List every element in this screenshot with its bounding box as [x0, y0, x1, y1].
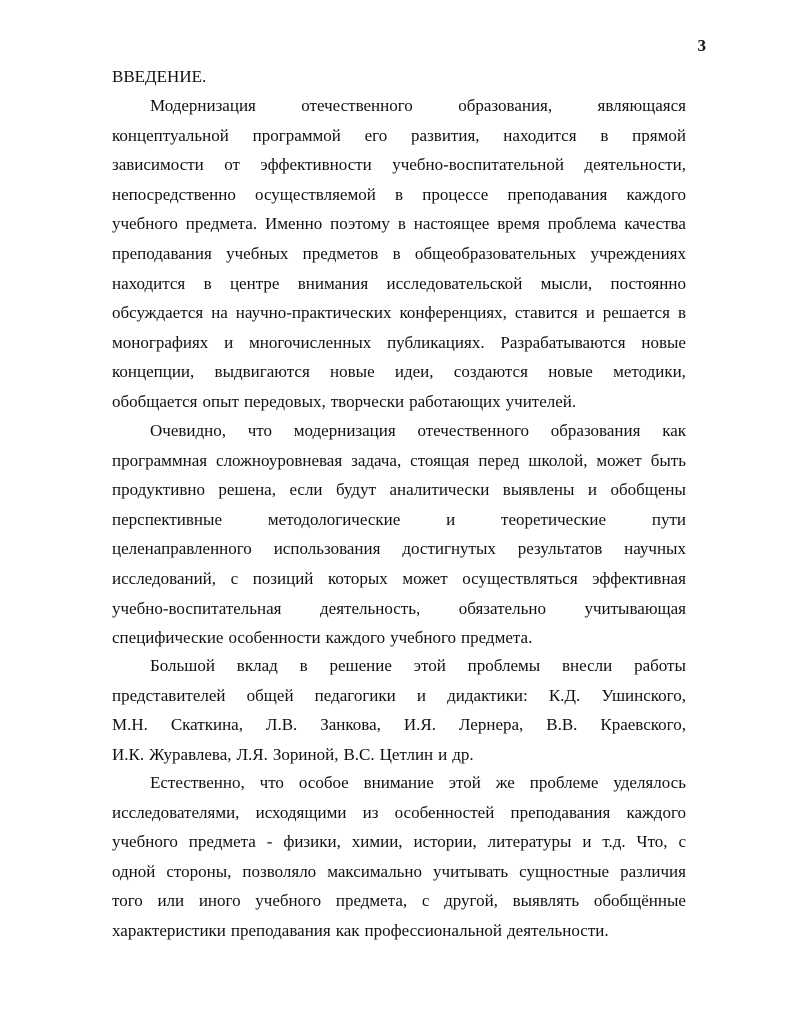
word: особенности: [228, 628, 321, 648]
word: одной: [112, 861, 156, 881]
word: учебного: [390, 628, 457, 648]
word: Лернера,: [458, 715, 524, 735]
word: его: [364, 125, 388, 145]
word: программой: [252, 125, 341, 145]
word: отечественного: [301, 96, 413, 115]
word: образования: [550, 421, 641, 440]
word: пути: [651, 509, 686, 529]
word: с: [678, 832, 686, 852]
word: представителей: [112, 685, 226, 705]
word: же: [495, 773, 515, 792]
word: предметов: [302, 243, 379, 263]
word: И.Я.: [403, 715, 436, 735]
word: предмета.: [185, 214, 258, 234]
word: школой,: [528, 450, 588, 470]
word: уделялось: [613, 773, 686, 792]
word: идеи,: [394, 362, 434, 382]
word: решение: [329, 656, 392, 675]
word: находится: [503, 125, 577, 145]
word: работы: [634, 656, 686, 675]
page-number: 3: [697, 36, 706, 55]
text-line: [112, 180, 686, 210]
word: время: [497, 214, 540, 234]
word: проблемы: [467, 656, 541, 675]
paragraph-4: [112, 768, 686, 946]
word: профессиональной: [364, 920, 503, 940]
paragraph-2: [112, 416, 686, 653]
word: в: [203, 273, 212, 293]
word: учебного: [255, 891, 322, 911]
word: учреждениях: [590, 243, 686, 263]
word: и: [438, 744, 448, 764]
word: модернизация: [293, 421, 396, 440]
word: с: [421, 891, 430, 911]
word: учителей.: [505, 391, 577, 411]
word: качества: [624, 214, 686, 234]
word: физики,: [283, 832, 341, 852]
word: что: [259, 773, 284, 792]
word: как: [335, 920, 360, 940]
word: постоянно: [610, 273, 686, 293]
word: учитывающая: [584, 598, 686, 618]
word: что: [247, 421, 273, 440]
word: Занкова,: [320, 715, 381, 735]
word: достигнутых: [402, 539, 496, 559]
text-line: [112, 328, 686, 358]
paragraph-3: [112, 651, 686, 769]
text-line: [112, 209, 686, 239]
word: учебно-воспитательной: [392, 155, 564, 175]
word: ставится: [514, 303, 578, 323]
section-heading: ВВЕДЕНИЕ.: [112, 67, 207, 86]
text-line: [112, 710, 686, 740]
word: в: [395, 184, 404, 204]
word: обобщённые: [593, 891, 686, 911]
word: или: [157, 891, 185, 911]
word: эффективная: [592, 568, 686, 588]
word: концептуальной: [112, 125, 229, 145]
word: максимально: [327, 861, 423, 881]
word: решена,: [218, 480, 276, 500]
word: на: [211, 303, 228, 323]
word: В.С.: [343, 744, 375, 764]
word: общей: [246, 685, 294, 705]
text-line: [112, 768, 686, 798]
word: М.Н.: [112, 715, 148, 735]
word: особенностей: [394, 802, 495, 822]
text-line: [112, 651, 686, 681]
word: методики,: [613, 362, 686, 382]
word: методологические: [267, 509, 401, 529]
word: новые: [548, 362, 593, 382]
word: и: [585, 303, 595, 323]
word: и: [587, 480, 597, 500]
word: в: [299, 656, 308, 675]
text-line: [112, 623, 686, 653]
text-line: [112, 121, 686, 151]
word: программная: [112, 450, 208, 470]
word: будут: [336, 480, 377, 500]
word: Ушинского,: [601, 685, 686, 705]
word: Цетлин: [379, 744, 434, 764]
word: позволяло: [242, 861, 317, 881]
word: новые: [330, 362, 375, 382]
word: этой: [448, 773, 481, 792]
word: эффективности: [260, 155, 372, 175]
text-line: [112, 298, 686, 328]
word: работающих: [409, 391, 501, 411]
word: исследовательской: [386, 273, 523, 293]
text-line: [112, 357, 686, 387]
word: Что,: [636, 832, 668, 852]
word: осуществляться: [462, 568, 578, 588]
word: преподавания: [112, 243, 212, 263]
word: этой: [413, 656, 446, 675]
word: научных: [624, 539, 686, 559]
text-line: [112, 239, 686, 269]
word: внимания: [297, 273, 369, 293]
word: обобщены: [610, 480, 686, 500]
word: с: [230, 568, 239, 588]
word: позиций: [252, 568, 314, 588]
word: отечественного: [417, 421, 529, 440]
text-line: [112, 446, 686, 476]
paragraph-1: [112, 91, 686, 417]
word: истории,: [413, 832, 477, 852]
word: И.К.: [112, 744, 145, 764]
word: передовых,: [243, 391, 326, 411]
word: новые: [641, 332, 686, 352]
text-line: [112, 505, 686, 535]
text-line: [112, 91, 686, 121]
word: Очевидно,: [150, 421, 226, 440]
word: быть: [650, 450, 686, 470]
word: поэтому: [330, 214, 390, 234]
word: образования,: [458, 96, 553, 115]
word: иного: [198, 891, 241, 911]
word: непосредственно: [112, 184, 236, 204]
word: учебных: [226, 243, 289, 263]
word: теоретические: [501, 509, 607, 529]
text-line: [112, 475, 686, 505]
word: того: [112, 891, 143, 911]
word: деятельности.: [507, 920, 609, 940]
word: внесли: [562, 656, 613, 675]
word: мысли,: [540, 273, 593, 293]
word: аналитически: [389, 480, 490, 500]
word: конференциях,: [399, 303, 507, 323]
word: находится: [112, 273, 186, 293]
word: учебного: [112, 214, 178, 234]
word: Естественно,: [150, 773, 245, 792]
word: другой,: [444, 891, 498, 911]
word: настоящее: [413, 214, 490, 234]
word: многочисленных: [248, 332, 372, 352]
word: учебно-воспитательная: [112, 598, 282, 618]
word: если: [289, 480, 323, 500]
word: предмета.: [461, 628, 533, 648]
word: целенаправленного: [112, 539, 252, 559]
word: развития,: [411, 125, 480, 145]
word: осуществляемой: [255, 184, 376, 204]
word: деятельность,: [320, 598, 421, 618]
word: творчески: [330, 391, 405, 411]
word: и: [582, 832, 592, 852]
word: каждого: [325, 628, 386, 648]
word: в: [392, 243, 401, 263]
word: продуктивно: [112, 480, 205, 500]
text-line: [112, 681, 686, 711]
word: сложноуровневая: [216, 450, 343, 470]
word: в: [600, 125, 609, 145]
word: от: [224, 155, 240, 175]
word: и: [416, 685, 426, 705]
word: -: [266, 832, 273, 852]
word: внимание: [363, 773, 434, 792]
word: особое: [298, 773, 349, 792]
word: стороны,: [166, 861, 232, 881]
word: каждого: [626, 802, 686, 822]
word: может: [596, 450, 642, 470]
word: учебного: [112, 832, 178, 852]
word: и: [446, 509, 456, 529]
word: вклад: [236, 656, 278, 675]
text-line: [112, 387, 686, 417]
word: являющаяся: [597, 96, 686, 115]
word: выдвигаются: [214, 362, 310, 382]
word: использования: [273, 539, 381, 559]
word: В.В.: [546, 715, 578, 735]
word: задача,: [351, 450, 402, 470]
word: центре: [229, 273, 280, 293]
word: общеобразовательных: [414, 243, 577, 263]
word: обсуждается: [112, 303, 204, 323]
word: выявлять: [512, 891, 580, 911]
text-line: [112, 534, 686, 564]
word: перед: [478, 450, 520, 470]
word: прямой: [632, 125, 686, 145]
word: т.д.: [602, 832, 626, 852]
word: исследователями,: [112, 802, 240, 822]
word: предмета: [188, 832, 256, 852]
word: Зориной,: [272, 744, 339, 764]
word: преподавания: [510, 802, 611, 822]
word: Модернизация: [150, 96, 256, 115]
word: результатов: [517, 539, 603, 559]
word: создаются: [453, 362, 528, 382]
text-line: [112, 886, 686, 916]
text-line: [112, 857, 686, 887]
word: каждого: [626, 184, 686, 204]
text-line: [112, 827, 686, 857]
word: которых: [327, 568, 388, 588]
word: исходящими: [255, 802, 347, 822]
word: из: [362, 802, 379, 822]
word: стоящая: [410, 450, 470, 470]
text-line: [112, 269, 686, 299]
text-line: [112, 150, 686, 180]
word: может: [402, 568, 448, 588]
word: др.: [452, 744, 474, 764]
word: в: [677, 303, 686, 323]
word: Разрабатываются: [500, 332, 626, 352]
word: педагогики: [314, 685, 396, 705]
word: Большой: [150, 656, 215, 675]
word: монографиях: [112, 332, 209, 352]
word: обязательно: [458, 598, 546, 618]
text-line: [112, 740, 686, 770]
word: как: [662, 421, 686, 440]
word: дидактики:: [447, 685, 528, 705]
word: исследований,: [112, 568, 217, 588]
word: зависимости: [112, 155, 204, 175]
word: характеристики: [112, 920, 226, 940]
word: деятельности,: [584, 155, 686, 175]
word: Краевского,: [600, 715, 686, 735]
word: различия: [620, 861, 686, 881]
word: специфические: [112, 628, 224, 648]
word: учитывать: [433, 861, 509, 881]
word: Л.В.: [265, 715, 298, 735]
text-line: [112, 594, 686, 624]
word: публикациях.: [387, 332, 485, 352]
word: сущностные: [519, 861, 610, 881]
word: К.Д.: [548, 685, 581, 705]
word: преподавания: [507, 184, 608, 204]
text-line: [112, 416, 686, 446]
word: химии,: [351, 832, 403, 852]
word: Скаткина,: [170, 715, 243, 735]
word: проблема: [547, 214, 617, 234]
word: литературы: [487, 832, 572, 852]
word: Л.Я.: [236, 744, 268, 764]
text-line: [112, 916, 686, 946]
word: преподавания: [230, 920, 331, 940]
word: опыт: [202, 391, 239, 411]
word: процессе: [422, 184, 489, 204]
word: перспективные: [112, 509, 222, 529]
word: проблеме: [529, 773, 599, 792]
word: Именно: [265, 214, 323, 234]
word: концепции,: [112, 362, 195, 382]
word: Журавлева,: [149, 744, 232, 764]
word: и: [224, 332, 234, 352]
word: в: [397, 214, 406, 234]
word: обобщается: [112, 391, 198, 411]
word: выявлены: [502, 480, 575, 500]
word: предмета,: [335, 891, 408, 911]
word: научно-практических: [235, 303, 392, 323]
word: решается: [602, 303, 670, 323]
text-line: [112, 564, 686, 594]
text-line: [112, 798, 686, 828]
